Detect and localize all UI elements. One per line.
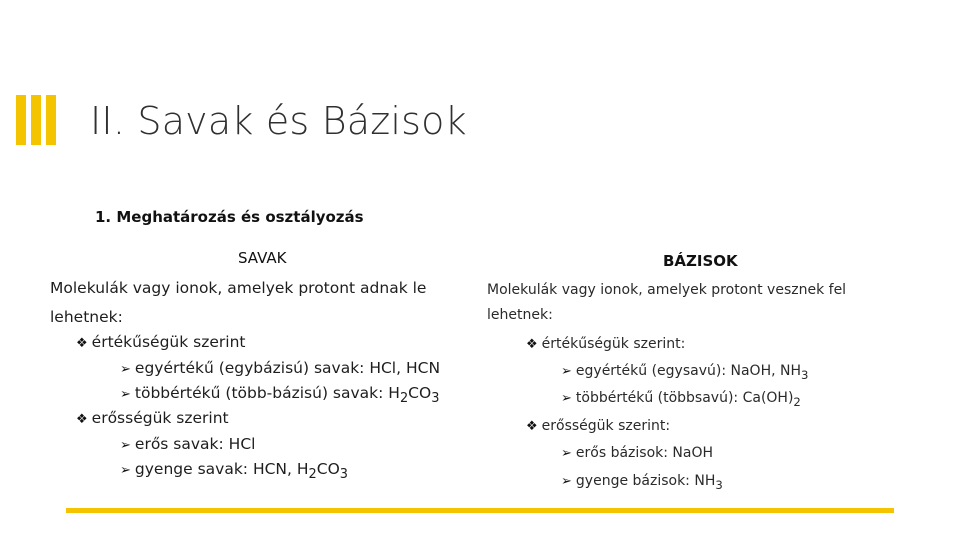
section-heading: 1. Meghatározás és osztályozás — [95, 208, 364, 226]
list-item: ➢ egyértékű (egysavú): NaOH, $NH_3$ — [561, 363, 809, 382]
bases-definition-line1: Molekulák vagy ionok, amelyek protont vesznek fel — [487, 282, 847, 298]
accent-bar — [16, 95, 26, 145]
slide-title: II. Savak és Bázisok — [90, 99, 467, 143]
arrow-bullet-icon: ➢ — [120, 438, 131, 453]
arrow-bullet-icon: ➢ — [120, 362, 131, 377]
list-item: ➢ gyenge savak: HCN, $H_2CO_3$ — [120, 460, 349, 483]
list-item: ❖ értékűségük szerint — [76, 333, 246, 351]
list-item: ➢ többértékű (többsavú): $Ca(OH)_2$ — [561, 390, 801, 409]
list-item: ➢ erős bázisok: NaOH — [561, 445, 714, 461]
acids-heading: SAVAK — [238, 249, 287, 267]
arrow-bullet-icon: ➢ — [561, 474, 572, 489]
list-item: ➢ erős savak: HCl — [120, 435, 256, 453]
diamond-bullet-icon: ❖ — [76, 412, 88, 427]
bases-definition-line2: lehetnek: — [487, 307, 553, 323]
acids-definition-line1: Molekulák vagy ionok, amelyek protont adnak le — [50, 279, 427, 297]
diamond-bullet-icon: ❖ — [76, 336, 88, 351]
diamond-bullet-icon: ❖ — [526, 337, 538, 352]
arrow-bullet-icon: ➢ — [120, 463, 131, 478]
list-item: ❖ értékűségük szerint: — [526, 336, 686, 352]
list-item: ❖ erősségük szerint — [76, 409, 229, 427]
arrow-bullet-icon: ➢ — [561, 446, 572, 461]
list-item: ❖ erősségük szerint: — [526, 418, 671, 434]
arrow-bullet-icon: ➢ — [561, 391, 572, 406]
list-item: ➢ egyértékű (egybázisú) savak: HCl, HCN — [120, 359, 441, 377]
list-item: ➢ gyenge bázisok: $NH_3$ — [561, 473, 723, 492]
bases-heading: BÁZISOK — [663, 252, 738, 270]
accent-bar — [46, 95, 56, 145]
bottom-accent-rule — [66, 508, 894, 513]
diamond-bullet-icon: ❖ — [526, 419, 538, 434]
list-item: ➢ többértékű (több-bázisú) savak: $H_2CO_3$ — [120, 384, 440, 407]
arrow-bullet-icon: ➢ — [120, 387, 131, 402]
acids-definition-line2: lehetnek: — [50, 308, 123, 326]
accent-bars — [16, 95, 56, 145]
arrow-bullet-icon: ➢ — [561, 364, 572, 379]
accent-bar — [31, 95, 41, 145]
